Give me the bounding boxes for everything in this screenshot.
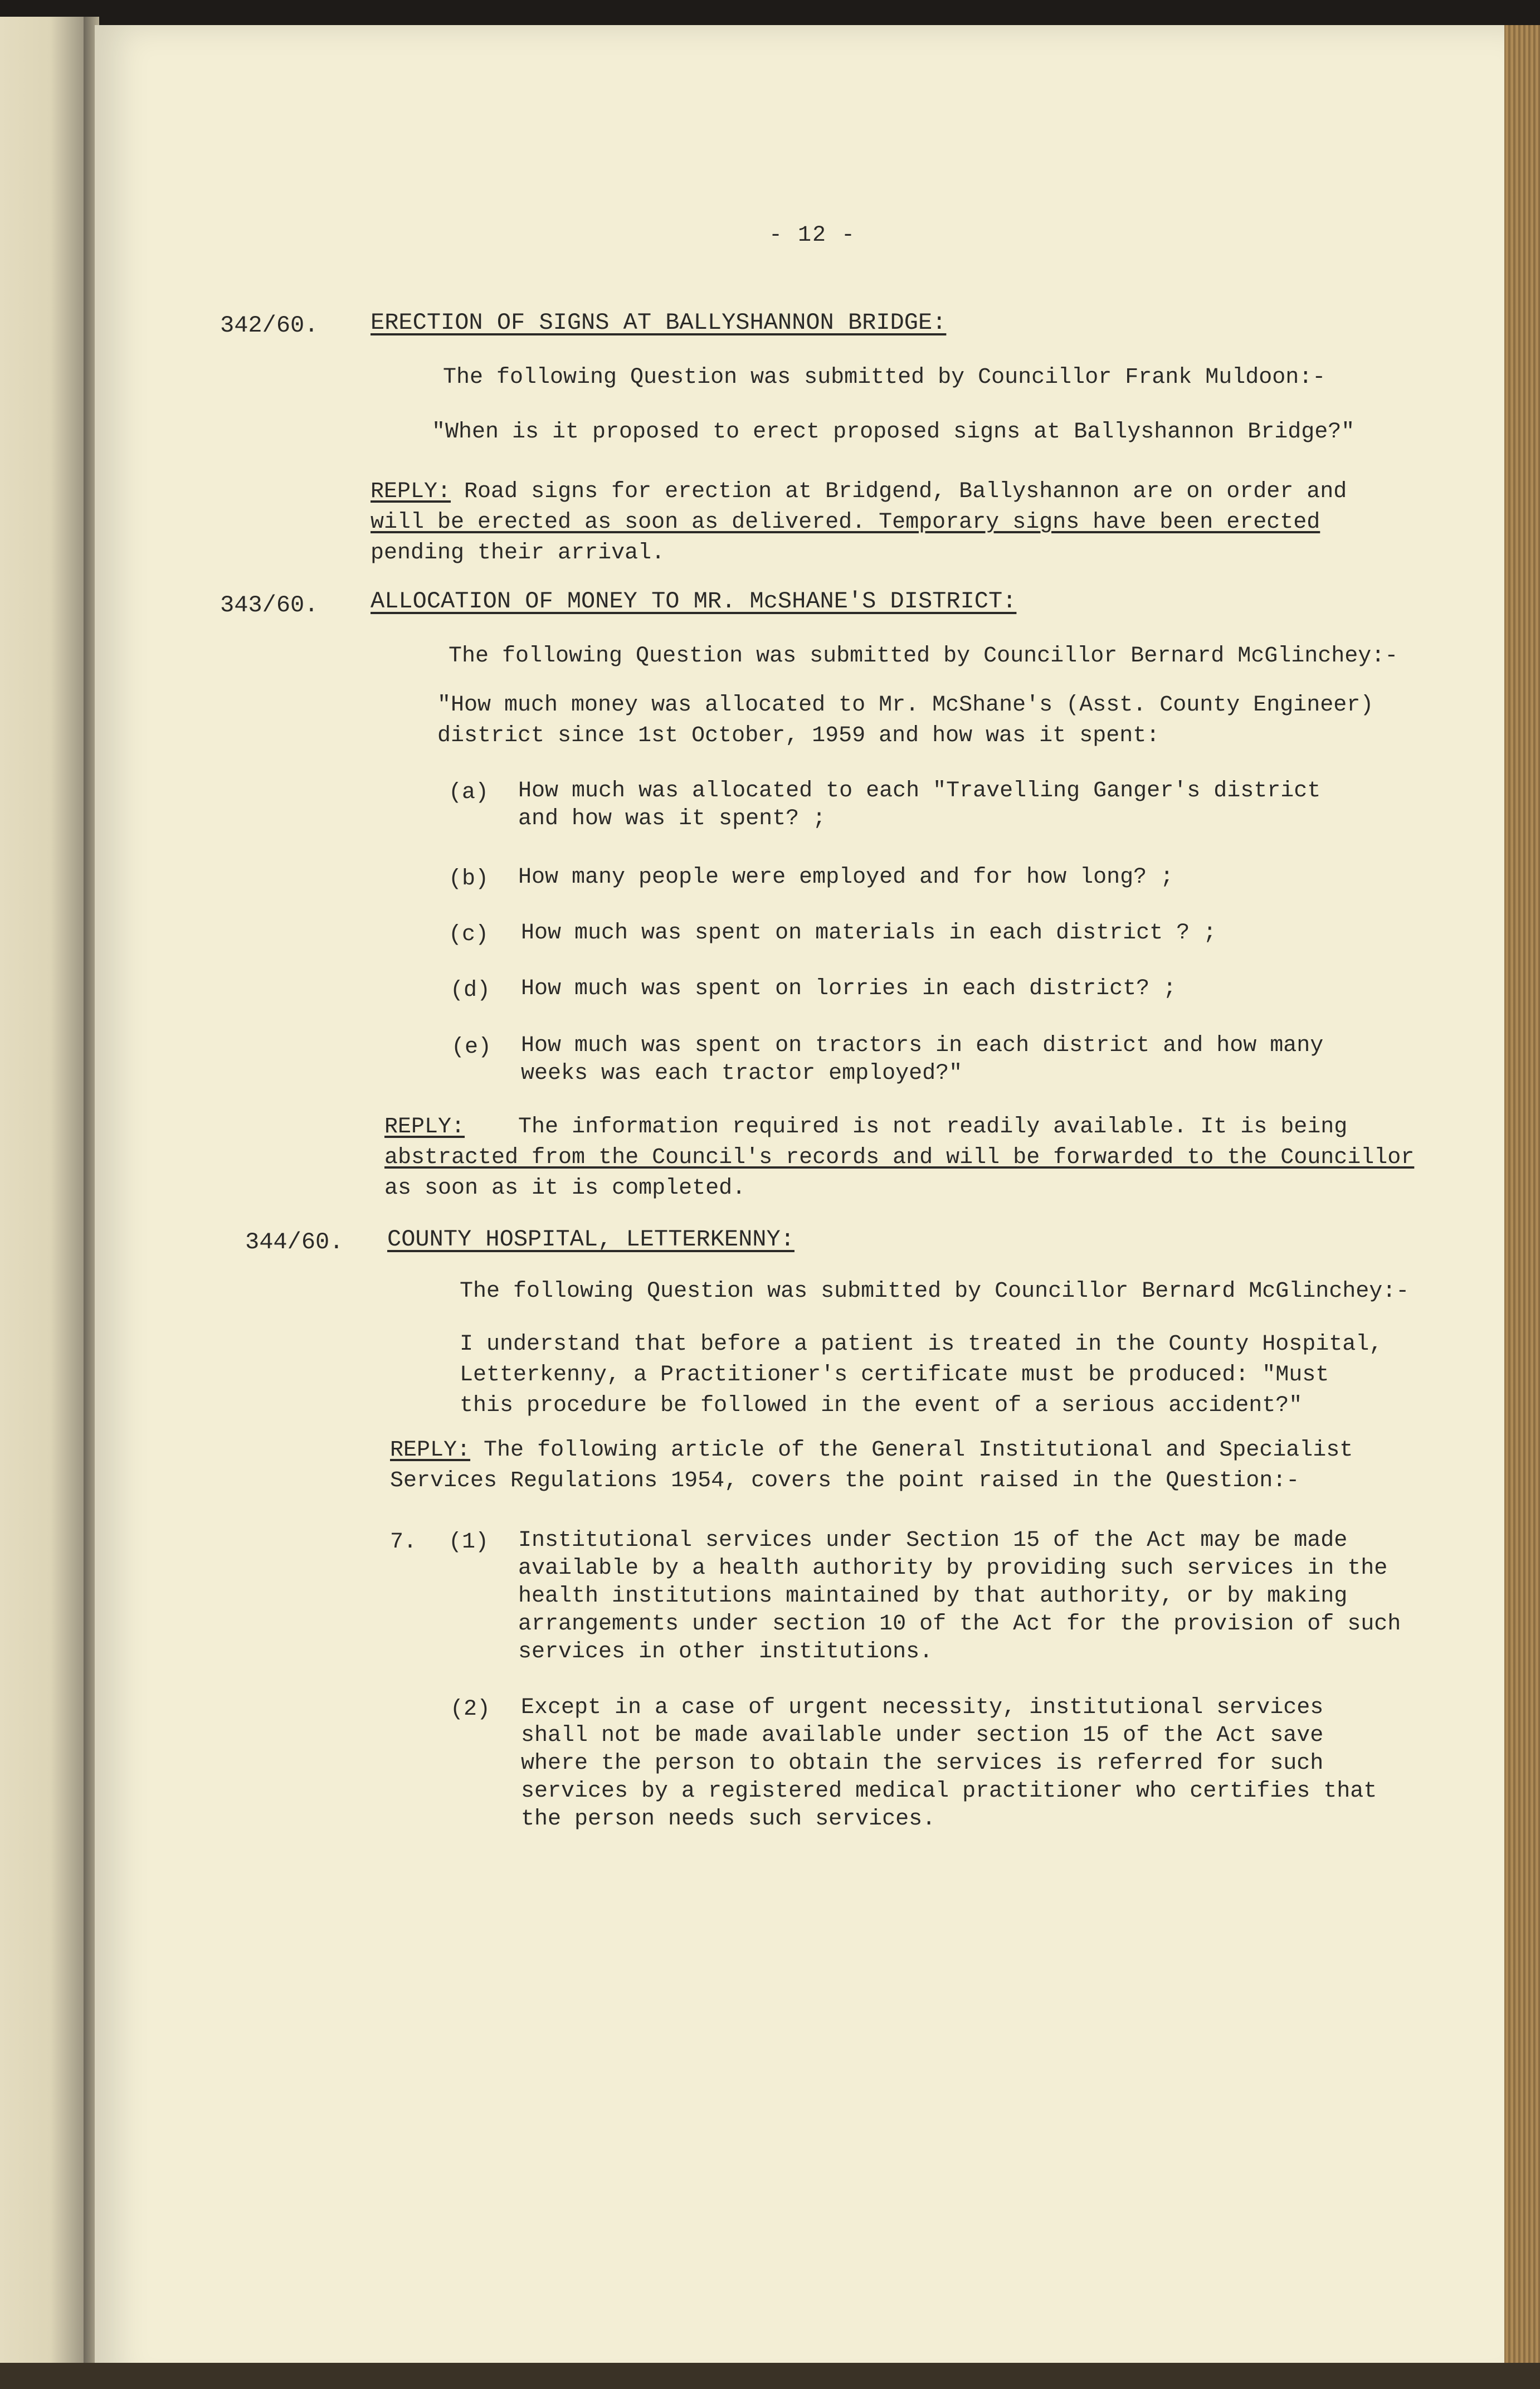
question-line: Letterkenny, a Practitioner's certificate must be produced: "Must bbox=[460, 1363, 1329, 1388]
scan-bottom-edge bbox=[0, 2363, 1540, 2389]
subitem-text bbox=[521, 975, 1176, 1003]
question-line: district since 1st October, 1959 and how was it spent: bbox=[437, 723, 1160, 748]
page-stack-edge bbox=[1504, 25, 1540, 2389]
question-intro: The following Question was submitted by Councillor Bernard McGlinchey:- bbox=[460, 1279, 1410, 1304]
reply-label: REPLY: bbox=[390, 1438, 471, 1463]
subitem-label: (a) bbox=[449, 780, 489, 805]
facing-page-edge bbox=[0, 17, 84, 2389]
clause-text bbox=[518, 1527, 1401, 1666]
subitem-text bbox=[518, 864, 1173, 892]
reply-block bbox=[371, 476, 1347, 568]
question-intro: The following Question was submitted by Councillor Frank Muldoon:- bbox=[443, 365, 1326, 390]
reply-label: REPLY: bbox=[384, 1115, 465, 1140]
subitem-line: and how was it spent? ; bbox=[518, 806, 826, 831]
reply-line: pending their arrival. bbox=[371, 541, 665, 566]
subitem-line: How much was spent on lorries in each district? ; bbox=[521, 976, 1177, 1001]
clause-line: services in other institutions. bbox=[518, 1639, 933, 1665]
question-intro: The following Question was submitted by Councillor Bernard McGlinchey:- bbox=[449, 644, 1398, 669]
question-text: "When is it proposed to erect proposed signs at Ballyshannon Bridge?" bbox=[432, 420, 1355, 445]
reply-line: as soon as it is completed. bbox=[384, 1176, 746, 1201]
reply-line: The following article of the General Institutional and Specialist bbox=[484, 1438, 1353, 1463]
clause-line: where the person to obtain the services is referred for such bbox=[521, 1751, 1324, 1776]
subitem-label: (d) bbox=[450, 978, 491, 1003]
reply-line: will be erected as soon as delivered. Temporary signs have been erected bbox=[371, 510, 1320, 535]
clause-line: shall not be made available under section 15 of the Act save bbox=[521, 1723, 1324, 1748]
subitem-line: How many people were employed and for how long? ; bbox=[518, 865, 1174, 890]
reply-block bbox=[384, 1112, 1414, 1204]
item-heading: ERECTION OF SIGNS AT BALLYSHANNON BRIDGE: bbox=[371, 309, 947, 336]
page-number: - 12 - bbox=[769, 223, 856, 248]
reply-line: abstracted from the Council's records and will be forwarded to the Councillor bbox=[384, 1145, 1415, 1170]
reply-line: Services Regulations 1954, covers the point raised in the Question:- bbox=[390, 1468, 1300, 1493]
question-text bbox=[460, 1329, 1382, 1421]
clause-text bbox=[521, 1694, 1377, 1833]
clause-line: available by a health authority by providing such services in the bbox=[518, 1556, 1388, 1581]
item-heading: ALLOCATION OF MONEY TO MR. McSHANE'S DISTRICT: bbox=[371, 588, 1017, 615]
subitem-line: How much was allocated to each "Travelling Ganger's district bbox=[518, 779, 1321, 804]
article-number: 7. bbox=[390, 1530, 417, 1555]
clause-line: services by a registered medical practitioner who certifies that bbox=[521, 1779, 1377, 1804]
subitem-label: (e) bbox=[451, 1035, 492, 1060]
subitem-label: (c) bbox=[449, 922, 489, 947]
clause-line: Institutional services under Section 15 of the Act may be made bbox=[518, 1528, 1348, 1553]
question-line: this procedure be followed in the event of a serious accident?" bbox=[460, 1393, 1303, 1418]
subitem-label: (b) bbox=[449, 867, 489, 892]
reply-label: REPLY: bbox=[371, 479, 451, 504]
subitem-text bbox=[521, 1032, 1323, 1088]
item-ref: 344/60. bbox=[245, 1229, 344, 1256]
clause-line: arrangements under section 10 of the Act for the provision of such bbox=[518, 1612, 1401, 1637]
clause-line: the person needs such services. bbox=[521, 1807, 936, 1832]
item-ref: 343/60. bbox=[220, 592, 319, 619]
reply-line: The information required is not readily available. It is being bbox=[518, 1115, 1348, 1140]
question-line: "How much money was allocated to Mr. McShane's (Asst. County Engineer) bbox=[437, 693, 1374, 718]
item-ref: 342/60. bbox=[220, 312, 319, 339]
subitem-text bbox=[521, 919, 1216, 947]
question-text bbox=[437, 690, 1373, 751]
reply-line: Road signs for erection at Bridgend, Ballyshannon are on order and bbox=[464, 479, 1347, 504]
clause-label: (1) bbox=[449, 1530, 489, 1555]
reply-block bbox=[390, 1435, 1353, 1496]
subitem-line: How much was spent on materials in each district ? ; bbox=[521, 921, 1217, 946]
clause-label: (2) bbox=[450, 1697, 491, 1722]
clause-line: health institutions maintained by that authority, or by making bbox=[518, 1584, 1348, 1609]
subitem-text bbox=[518, 777, 1320, 833]
subitem-line: weeks was each tractor employed?" bbox=[521, 1061, 963, 1086]
clause-line: Except in a case of urgent necessity, institutional services bbox=[521, 1695, 1324, 1720]
subitem-line: How much was spent on tractors in each district and how many bbox=[521, 1033, 1324, 1058]
item-heading: COUNTY HOSPITAL, LETTERKENNY: bbox=[387, 1226, 795, 1253]
question-line: I understand that before a patient is treated in the County Hospital, bbox=[460, 1332, 1383, 1357]
